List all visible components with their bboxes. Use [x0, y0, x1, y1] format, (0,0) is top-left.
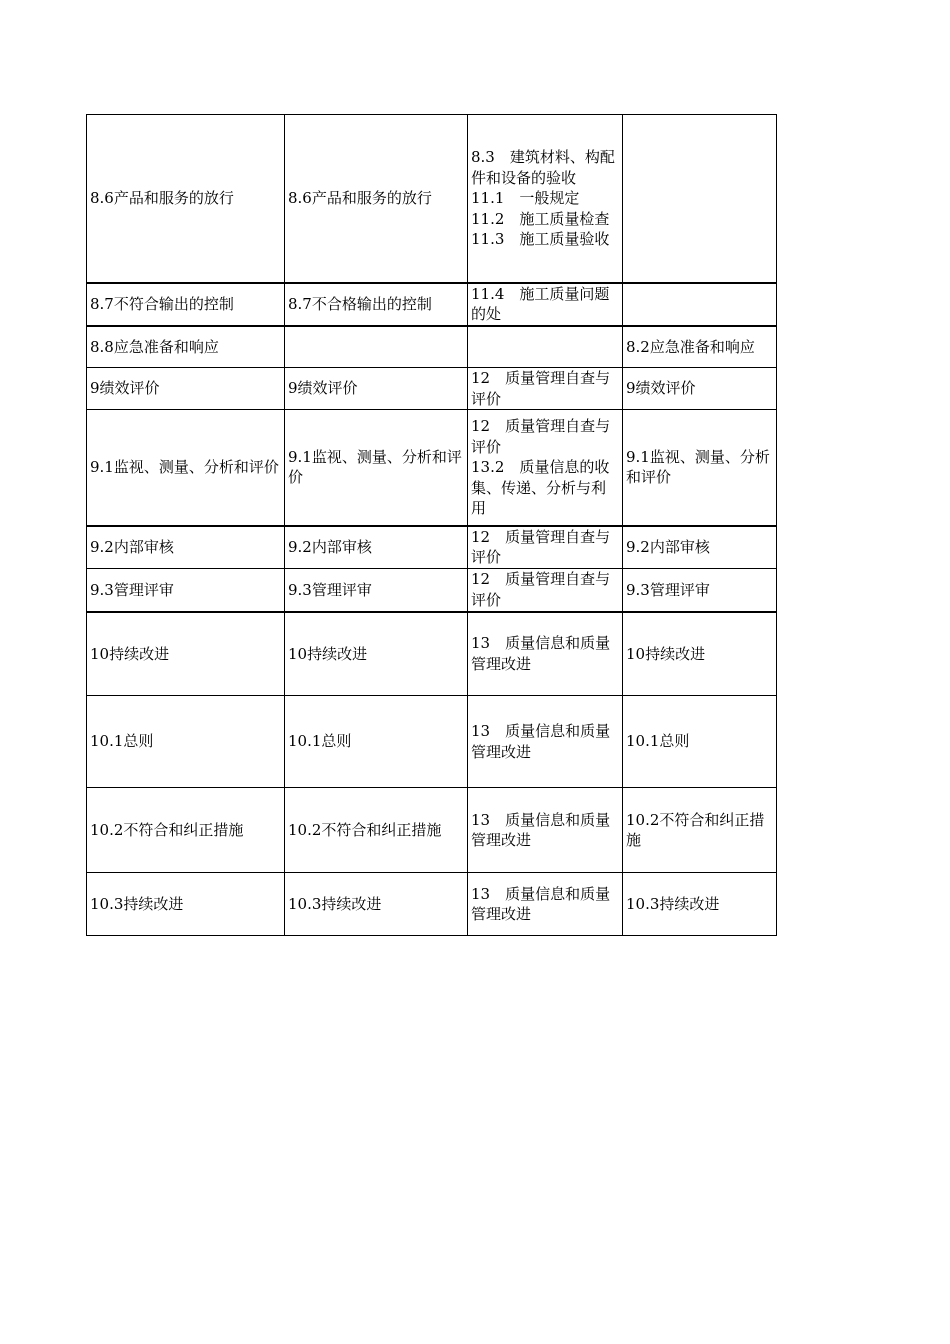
cell-line: 11.2 施工质量检查: [471, 209, 610, 228]
table-cell-c4: 10.2不符合和纠正措施: [623, 788, 777, 873]
table-row: [87, 788, 777, 873]
table-row: [87, 326, 777, 368]
table-row: [87, 873, 777, 936]
cell-line: 12 质量管理自查与评价: [471, 417, 611, 456]
table-cell-c4: [623, 115, 777, 283]
table-row: [87, 410, 777, 526]
table-cell-c2: 9.2内部审核: [285, 526, 468, 569]
table-row: [87, 696, 777, 788]
cell-line: 8.3 建筑材料、构配件和设备的验收: [471, 148, 615, 187]
table-cell-c3: [468, 410, 623, 526]
table-cell-c2: 10.1总则: [285, 696, 468, 788]
table-cell-c4: [623, 283, 777, 326]
cell-line: 11.4 施工质量问题的处: [471, 284, 610, 323]
table-cell-c1: 9.3管理评审: [87, 569, 285, 612]
table-cell-c3: [468, 326, 623, 368]
cell-line: 13 质量信息和质量管理改进: [471, 810, 611, 849]
table-cell-c4: 9.1监视、测量、分析和评价: [623, 410, 777, 526]
cell-line: 12 质量管理自查与评价: [471, 369, 611, 408]
table-cell-c2: [285, 326, 468, 368]
table-cell-c3: [468, 696, 623, 788]
table-cell-c2: 10.2不符合和纠正措施: [285, 788, 468, 873]
cell-line: 12 质量管理自查与评价: [471, 527, 611, 567]
table-cell-c1: 10持续改进: [87, 612, 285, 696]
table-cell-c1: 10.1总则: [87, 696, 285, 788]
table-cell-c1: 8.8应急准备和响应: [87, 326, 285, 368]
table-cell-c3: [468, 115, 623, 283]
table-cell-c2: 10.3持续改进: [285, 873, 468, 936]
table-cell-c3: [468, 788, 623, 873]
cell-line: 13 质量信息和质量管理改进: [471, 634, 611, 673]
table-cell-c2: 9.3管理评审: [285, 569, 468, 612]
table-cell-c1: 8.6产品和服务的放行: [87, 115, 285, 283]
table-cell-c2: 9绩效评价: [285, 368, 468, 410]
table-cell-c1: 9.2内部审核: [87, 526, 285, 569]
cell-line: 13 质量信息和质量管理改进: [471, 722, 611, 761]
table-cell-c3: [468, 526, 623, 569]
table-cell-c4: 10.1总则: [623, 696, 777, 788]
table-cell-c4: 10.3持续改进: [623, 873, 777, 936]
table-cell-c1: 8.7不符合输出的控制: [87, 283, 285, 326]
table-cell-c3: [468, 569, 623, 612]
table-cell-c2: 10持续改进: [285, 612, 468, 696]
cell-line: 13 质量信息和质量管理改进: [471, 884, 611, 923]
cell-line: 11.1 一般规定: [471, 189, 580, 207]
table-row: [87, 526, 777, 569]
clause-mapping-table: [86, 114, 777, 936]
table-cell-c1: 9.1监视、测量、分析和评价: [87, 410, 285, 526]
table-row: [87, 115, 777, 283]
table-cell-c2: 9.1监视、测量、分析和评价: [285, 410, 468, 526]
table-row: [87, 283, 777, 326]
table-cell-c1: 10.2不符合和纠正措施: [87, 788, 285, 873]
table-row: [87, 368, 777, 410]
table-cell-c3: [468, 368, 623, 410]
table-cell-c1: 9绩效评价: [87, 368, 285, 410]
table-cell-c3: [468, 873, 623, 936]
table-cell-c3: [468, 612, 623, 696]
table-cell-c4: 9绩效评价: [623, 368, 777, 410]
cell-line: 11.3 施工质量验收: [471, 230, 610, 248]
cell-line: 12 质量管理自查与评价: [471, 570, 611, 609]
table-cell-c1: 10.3持续改进: [87, 873, 285, 936]
table-cell-c3: [468, 283, 623, 326]
table-cell-c4: 10持续改进: [623, 612, 777, 696]
table-cell-c4: 8.2应急准备和响应: [623, 326, 777, 368]
table-row: [87, 569, 777, 612]
table-row: [87, 612, 777, 696]
table-cell-c2: 8.6产品和服务的放行: [285, 115, 468, 283]
table-cell-c4: 9.2内部审核: [623, 526, 777, 569]
table-cell-c2: 8.7不合格输出的控制: [285, 283, 468, 326]
table-cell-c4: 9.3管理评审: [623, 569, 777, 612]
cell-line: 13.2 质量信息的收集、传递、分析与利用: [471, 458, 610, 517]
